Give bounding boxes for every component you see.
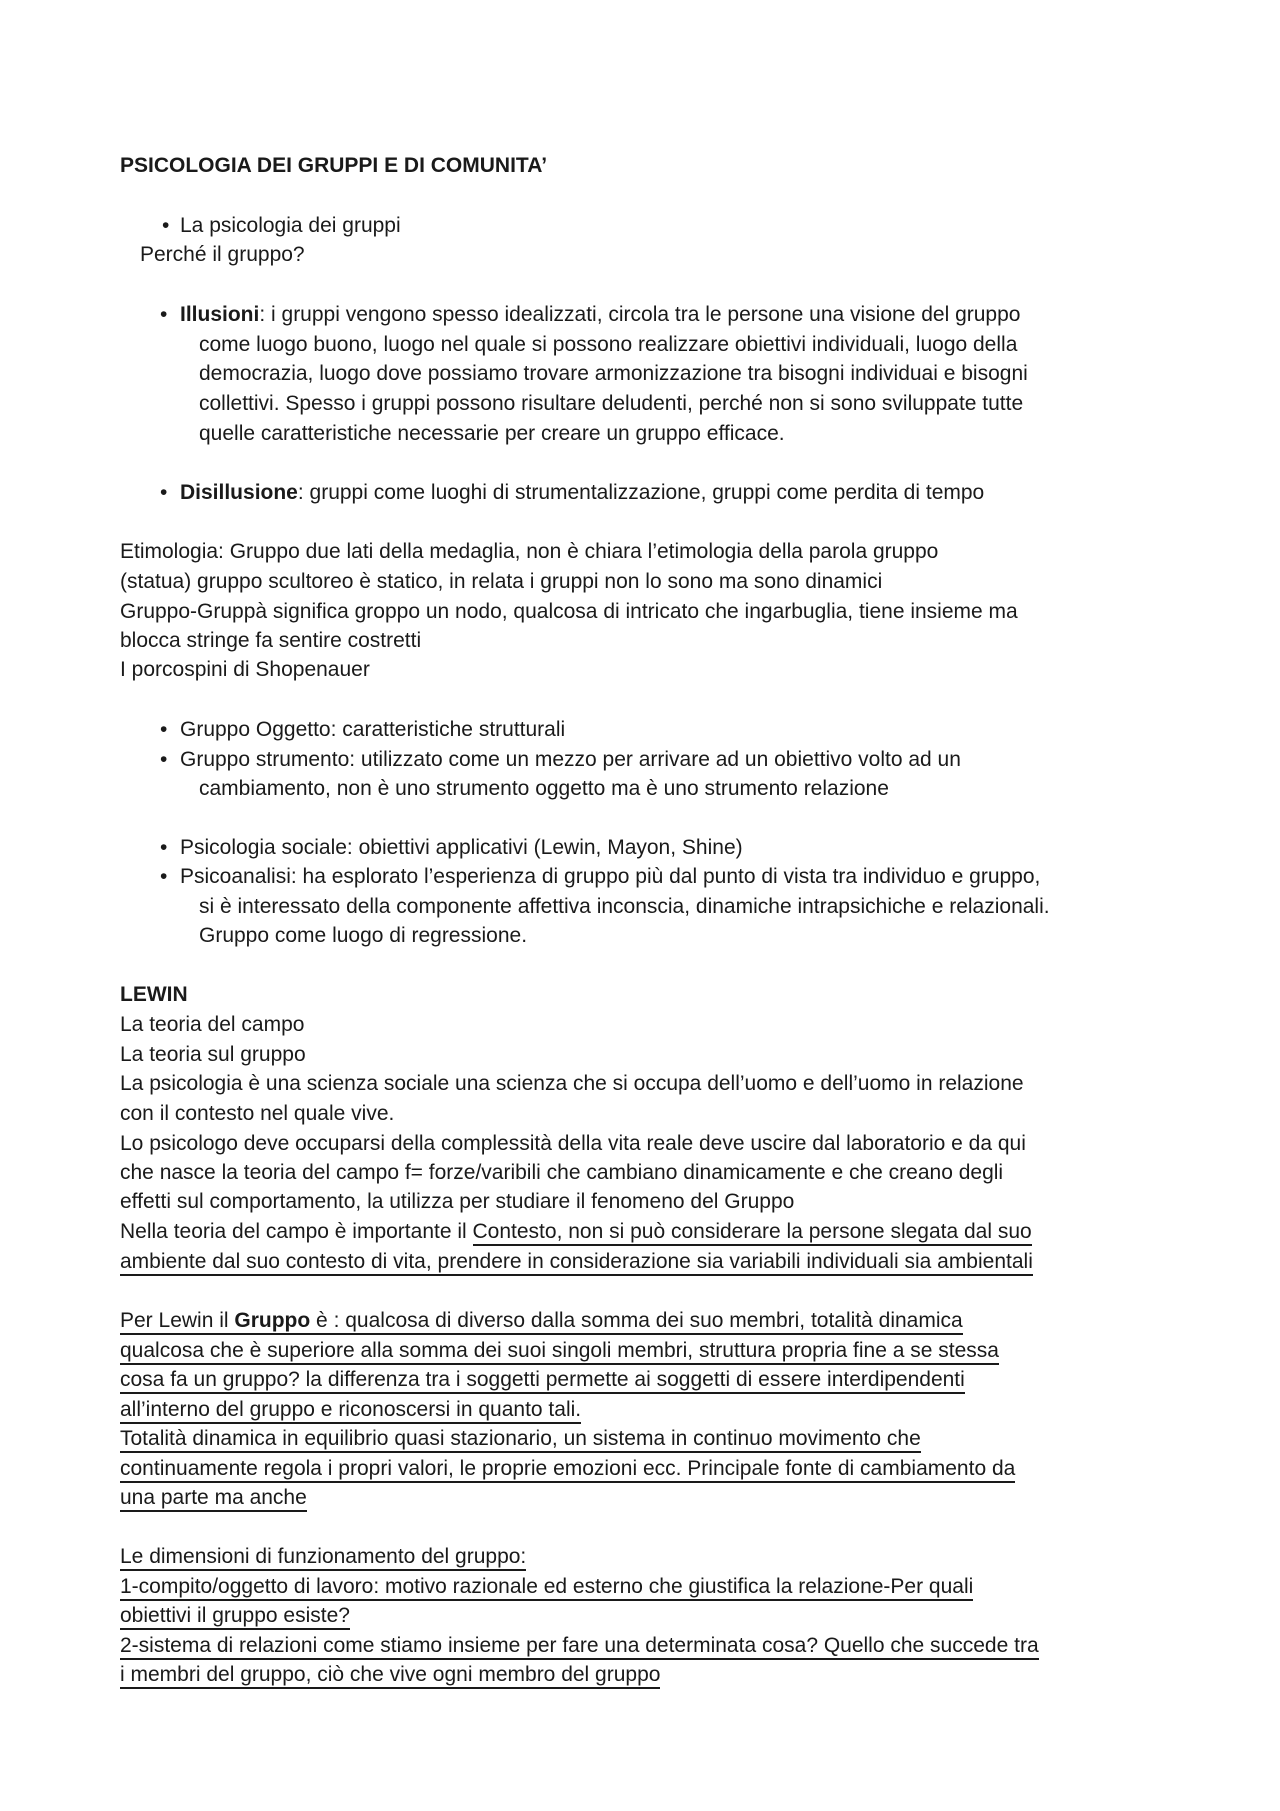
etimologia-line-2: (statua) gruppo scultoreo è statico, in relata i gruppi non lo sono ma sono dinamici [120,570,883,593]
bullet-icon: • [162,214,170,237]
gruppo-def-line-1 [120,1306,963,1336]
dimensioni-text-3: obiettivi il gruppo esiste? [120,1604,350,1630]
gruppo-def-text-2: qualcosa che è superiore alla somma dei suoi singoli membri, struttura propria fine a se stessa [120,1339,999,1365]
etimologia-line-1: Etimologia: Gruppo due lati della medaglia, non è chiara l’etimologia della parola gruppo [120,540,939,563]
intro-bullet-text: La psicologia dei gruppi [180,214,401,237]
lewin-line-1: La teoria del campo [120,1013,305,1036]
gruppo-def-line-5 [120,1424,921,1454]
dimensioni-line-1 [120,1542,526,1572]
disillusione-term: Disillusione [180,481,298,504]
document-title: PSICOLOGIA DEI GRUPPI E DI COMUNITA’ [120,154,548,177]
dimensioni-text-2: 1-compito/oggetto di lavoro: motivo razionale ed esterno che giustifica la relazione-Per quali [120,1575,973,1601]
gruppo-def-line-4 [120,1395,581,1425]
psicoanalisi-line-3: Gruppo come luogo di regressione. [199,924,528,947]
dimensioni-line-2 [120,1572,973,1602]
illusioni-term: Illusioni [180,303,260,326]
dimensioni-line-3 [120,1601,350,1631]
gruppo-def-text-5: Totalità dinamica in equilibrio quasi stazionario, un sistema in continuo movimento che [120,1427,921,1453]
gruppo-def-term: Gruppo [234,1309,310,1335]
gruppo-strumento-line-2: cambiamento, non è uno strumento oggetto ma è uno strumento relazione [199,777,889,800]
gruppo-def-text-3: cosa fa un gruppo? la differenza tra i soggetti permette ai soggetti di essere interdipendenti [120,1368,965,1394]
disillusione-text: : gruppi come luoghi di strumentalizzazione, gruppi come perdita di tempo [297,481,985,504]
contesto-underlined-2: ambiente dal suo contesto di vita, prendere in considerazione sia variabili individuali sia ambientali [120,1250,1033,1276]
bullet-icon: • [160,303,168,326]
lewin-line-2: La teoria sul gruppo [120,1043,306,1066]
intro-question: Perché il gruppo? [140,243,305,266]
bullet-icon: • [160,718,168,741]
lewin-line-7: effetti sul comportamento, la utilizza per studiare il fenomeno del Gruppo [120,1190,795,1213]
dimensioni-line-5 [120,1660,660,1690]
gruppo-oggetto-item: Gruppo Oggetto: caratteristiche strutturali [180,718,566,741]
lewin-line-3: La psicologia è una scienza sociale una scienza che si occupa dell’uomo e dell’uomo in relazione [120,1072,1024,1095]
illusioni-line-1 [180,300,1020,330]
contesto-prefix: Nella teoria del campo è importante il [120,1220,473,1243]
lewin-heading: LEWIN [120,983,188,1006]
illusioni-line-5: quelle caratteristiche necessarie per creare un gruppo efficace. [199,422,785,445]
contesto-line-2 [120,1247,1033,1277]
gruppo-def-line-6 [120,1454,1015,1484]
dimensioni-line-4 [120,1631,1039,1661]
gruppo-def-line-2 [120,1336,999,1366]
gruppo-def-rest: è : qualcosa di diverso dalla somma dei suo membri, totalità dinamica [310,1309,962,1335]
bullet-icon: • [160,865,168,888]
contesto-line-1 [120,1217,1032,1247]
gruppo-def-text-6: continuamente regola i propri valori, le proprie emozioni ecc. Principale fonte di cambiamento da [120,1457,1015,1483]
bullet-icon: • [160,481,168,504]
gruppo-def-text-4: all’interno del gruppo e riconoscersi in quanto tali. [120,1398,581,1424]
dimensioni-text-4: 2-sistema di relazioni come stiamo insieme per fare una determinata cosa? Quello che succede tra [120,1634,1039,1660]
illusioni-line-2: come luogo buono, luogo nel quale si possono realizzare obiettivi individuali, luogo della [199,333,1018,356]
lewin-line-6: che nasce la teoria del campo f= forze/varibili che cambiano dinamicamente e che creano degli [120,1161,1004,1184]
etimologia-line-4: blocca stringe fa sentire costretti [120,629,422,652]
etimologia-line-5: I porcospini di Shopenauer [120,658,370,681]
bullet-icon: • [160,748,168,771]
gruppo-def-prefix: Per Lewin il [120,1309,234,1335]
illusioni-text: : i gruppi vengono spesso idealizzati, circola tra le persone una visione del gruppo [259,303,1021,326]
gruppo-def-text-7: una parte ma anche [120,1486,307,1512]
illusioni-line-3: democrazia, luogo dove possiamo trovare armonizzazione tra bisogni individuai e bisogni [199,362,1028,385]
contesto-underlined-1: Contesto, non si può considerare la persone slegata dal suo [473,1220,1032,1246]
illusioni-line-4: collettivi. Spesso i gruppi possono risultare deludenti, perché non si sono sviluppate tutte [199,392,1024,415]
lewin-line-4: con il contesto nel quale vive. [120,1102,395,1125]
gruppo-def-line-7 [120,1483,307,1513]
disillusione-line [180,478,984,508]
psicologia-sociale-item: Psicologia sociale: obiettivi applicativi (Lewin, Mayon, Shine) [180,836,743,859]
psicoanalisi-line-2: si è interessato della componente affettiva inconscia, dinamiche intrapsichiche e relazionali. [199,895,1050,918]
dimensioni-heading: Le dimensioni di funzionamento del gruppo: [120,1545,526,1571]
psicoanalisi-line-1: Psicoanalisi: ha esplorato l’esperienza di gruppo più dal punto di vista tra individuo e gruppo, [180,865,1041,888]
gruppo-def-line-3 [120,1365,965,1395]
gruppo-strumento-line-1: Gruppo strumento: utilizzato come un mezzo per arrivare ad un obiettivo volto ad un [180,748,961,771]
etimologia-line-3: Gruppo-Gruppà significa groppo un nodo, qualcosa di intricato che ingarbuglia, tiene insieme ma [120,600,1018,623]
lewin-line-5: Lo psicologo deve occuparsi della complessità della vita reale deve uscire dal laboratorio e da qui [120,1132,1026,1155]
dimensioni-text-5: i membri del gruppo, ciò che vive ogni membro del gruppo [120,1663,660,1689]
bullet-icon: • [160,836,168,859]
